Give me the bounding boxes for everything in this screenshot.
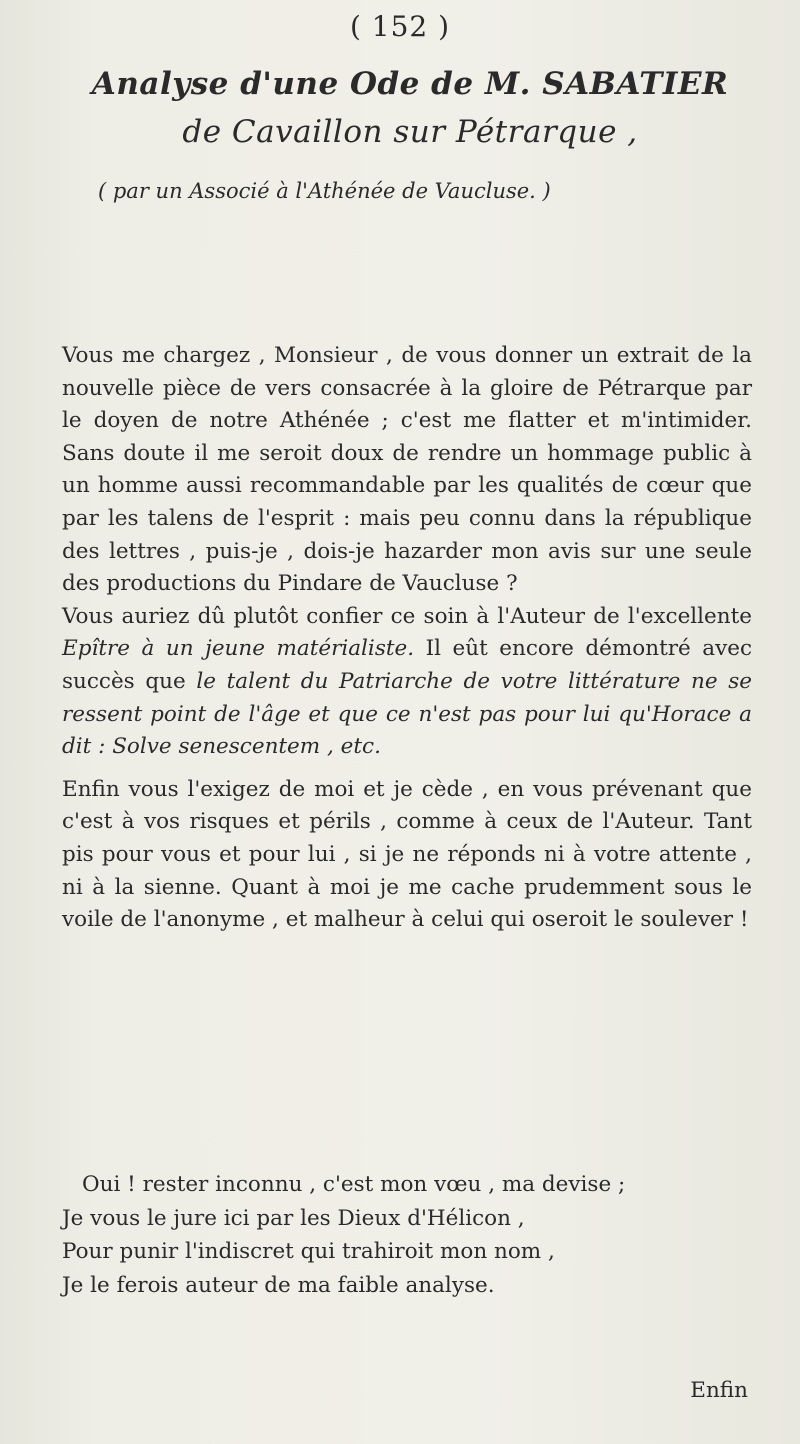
verse-line-4: Je le ferois auteur de ma faible analyse.: [62, 1272, 495, 1298]
paragraph-3: Enfin vous l'exigez de moi et je cède , en vous prévenant que c'est à vos risques et périls , comme à ceux de l'Auteur. Tant pis pour vous et pour lui , si je ne réponds ni à votre attente , ni à la sienne. Quant à moi je me cache prudemment sous le voile de l'anonyme , et malheur à celui qui oseroit le soulever !: [62, 776, 752, 933]
title-line-2: de Cavaillon sur Pétrarque ,: [182, 114, 638, 150]
paragraph-2-italic-quote: le talent du Patriarche de votre littérature ne se ressent point de l'âge et que ce n'est pas pour lui qu'Horace a dit : Solve senescentem , etc.: [62, 668, 752, 760]
body-text: [62, 340, 752, 937]
catchword: Enfin: [690, 1378, 748, 1403]
title-line-1: Analyse d'une Ode de M. SABATIER: [91, 66, 729, 102]
paragraph-2-italic-title: Epître à un jeune matérialiste.: [62, 636, 415, 662]
paragraph-1: Vous me chargez , Monsieur , de vous donner un extrait de la nouvelle pièce de vers consacrée à la gloire de Pétrarque par le doyen de notre Athénée ; c'est me flatter et m'intimider. Sans doute il me seroit doux de rendre un hommage public à un homme aussi recommandable par les qualités de cœur que par les talens de l'esprit : mais peu connu dans la république des lettres , puis-je , dois-je hazarder mon avis sur une seule des productions du Pindare de Vaucluse ?: [62, 343, 752, 597]
paragraph-2-text-c: Il eût encore démontré avec succès que: [62, 636, 753, 694]
title-byline: ( par un Associé à l'Athénée de Vaucluse. ): [98, 179, 551, 203]
paragraph-2-text-a: Vous auriez dû plutôt confier ce soin à l'Auteur de l'excellente: [62, 603, 752, 629]
verse-line-1: Oui ! rester inconnu , c'est mon vœu , ma devise ;: [82, 1172, 626, 1197]
page-number: ( 152 ): [349, 10, 451, 43]
paragraph-2: [62, 601, 752, 764]
verse-stanza: [62, 1168, 752, 1302]
article-title: [60, 60, 760, 206]
verse-line-3: Pour punir l'indiscret qui trahiroit mon nom ,: [62, 1239, 555, 1264]
verse-line-2: Je vous le jure ici par les Dieux d'Hélicon ,: [62, 1205, 525, 1231]
